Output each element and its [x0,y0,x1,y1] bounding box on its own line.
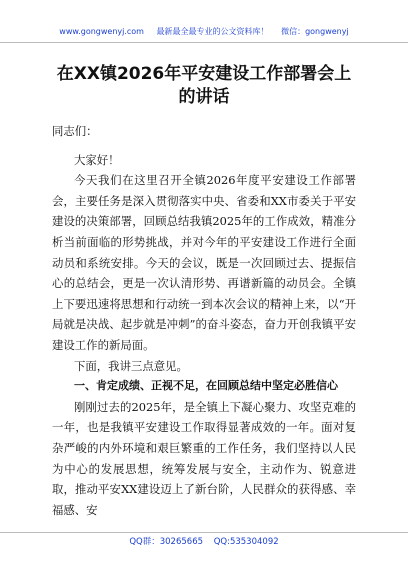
section-heading-1: 一、肯定成绩、正视不足，在回顾总结中坚定必胜信心 [74,379,338,393]
paragraph-1: 今天我们在这里召开全镇2026年度平安建设工作部署会，主要任务是深入贯彻落实中央、省委和XX市委关于平安建设的决策部署，回顾总结我镇2025年的工作成效，精准分析当前面临的形势挑战，并对今年的平安建设工作进行全面动员和系统安排。今天的会议，既是一次回顾过去、提振信心的总结会，更是一次认清形势、再谱新篇的动员会。全镇上下要迅速将思想和行动统一到本次会议的精神上来，以“开局就是决战、起步就是冲刺”的奋斗姿态，奋力开创我镇平安建设工作的新局面。 [52,173,356,352]
header-site-link[interactable]: www.gongwenyj.com [59,27,144,36]
salutation: 大家好！ [74,152,120,167]
title-line-2: 的讲话 [178,87,230,107]
greeting: 同志们： [52,124,98,138]
header-wechat: 微信：gongwenyj [281,27,349,36]
footer-qq-group: QQ群：30265665 [129,537,204,547]
paragraph-3: 刚刚过去的2025年，是全镇上下凝心聚力、攻坚克难的一年，也是我镇平安建设工作取得显著成效的一年。面对复杂严峻的内外环境和艰巨繁重的工作任务，我们坚持以人民为中心的发展思想，统筹发展与安全，主动作为、锐意进取，推动平安XX建设迈上了新台阶，人民群众的获得感、幸福感、安 [52,399,356,517]
footer-bar [0,532,408,551]
header-slogan: 最新最全最专业的公文资料库！ [156,27,269,36]
paragraph-2: 下面，我讲三点意见。 [74,358,188,373]
footer-qq: QQ:535304092 [213,537,279,547]
document-title [40,63,368,109]
title-line-1: 在XX镇2026年平安建设工作部署会上 [56,64,352,84]
document-body [52,121,356,520]
header-bar [0,22,408,43]
